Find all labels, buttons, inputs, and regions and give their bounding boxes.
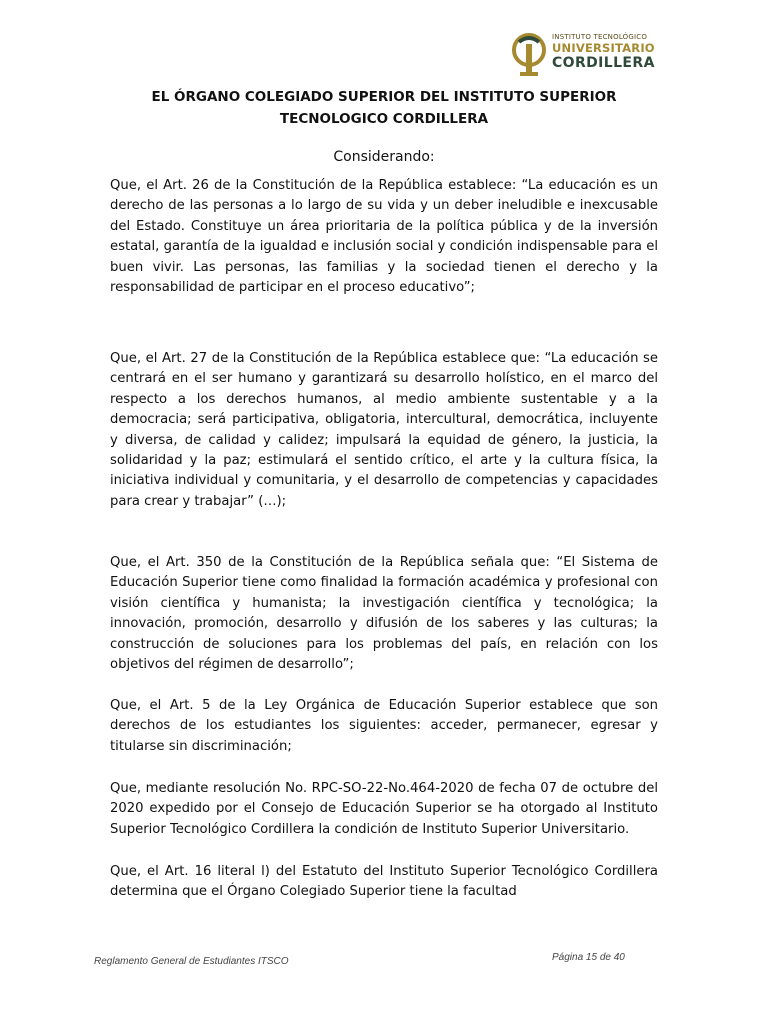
paragraph-art-27: Que, el Art. 27 de la Constitución de la República establece que: “La educación se centrará en el ser humano y garantizará su desarrollo holístico, en el marco del respecto a los derechos humanos, al medio ambiente sustentable y a la democracia; será participativa, obligatoria, intercultural, democrática, incluyente y diversa, de calidad y calidez; impulsará la equidad de género, la justicia, la solidaridad y la paz; estimulará el sentido crítico, el arte y la cultura física, la iniciativa individual y comunitaria, y el desarrollo de competencias y capacidades para crear y trabajar” (…); (110, 351, 658, 509)
title-line-2: TECNOLOGICO CORDILLERA (279, 111, 489, 127)
logo-line-cordillera: CORDILLERA (552, 54, 655, 71)
logo-line-institute: INSTITUTO TECNOLÓGICO (552, 33, 648, 41)
paragraph-art-350: Que, el Art. 350 de la Constitución de la República señala que: “El Sistema de Educación Superior tiene como finalidad la formación académica y profesional con visión científica y humanista; la investigación científica y tecnológica; la innovación, promoción, desarrollo y difusión de los saberes y las culturas; la construcción de soluciones para los problemas del país, en relación con los objetivos del régimen de desarrollo”; (110, 555, 658, 673)
paragraph-art-26: Que, el Art. 26 de la Constitución de la República establece: “La educación es un derecho de las personas a lo largo de su vida y un deber ineludible e inexcusable del Estado. Constituye un área prioritaria de la política pública y de la inversión estatal, garantía de la igualdad e inclusión social y condición indispensable para el buen vivir. Las personas, las familias y la sociedad tienen el derecho y la responsabilidad de participar en el proceso educativo”; (110, 178, 658, 296)
footer-page-number (552, 952, 625, 963)
page-current: 15 (585, 952, 598, 963)
institution-logo (510, 30, 660, 80)
document-title (110, 86, 658, 130)
paragraph-art-5: Que, el Art. 5 de la Ley Orgánica de Educación Superior establece que son derechos de los estudiantes los siguientes: acceder, permanecer, egresar y titularse sin discriminación; (110, 698, 658, 754)
page-total: 40 (613, 952, 625, 963)
page-label: Página (552, 952, 584, 963)
paragraph-art-16: Que, el Art. 16 literal l) del Estatuto del Instituto Superior Tecnológico Cordillera determina que el Órgano Colegiado Superior tiene la facultad (110, 864, 658, 900)
logo-emblem-icon (510, 32, 548, 78)
title-line-1: EL ÓRGANO COLEGIADO SUPERIOR DEL INSTITUTO SUPERIOR (151, 89, 617, 105)
footer-document-name: Reglamento General de Estudiantes ITSCO (94, 956, 289, 967)
page-of-label: de (599, 952, 611, 963)
logo-line-universitario: UNIVERSITARIO (552, 41, 655, 55)
considering-heading: Considerando: (333, 149, 435, 165)
paragraph-resolution: Que, mediante resolución No. RPC-SO-22-No.464-2020 de fecha 07 de octubre del 2020 expedido por el Consejo de Educación Superior se ha otorgado al Instituto Superior Tecnológico Cordillera la condición de Instituto Superior Universitario. (110, 781, 658, 837)
